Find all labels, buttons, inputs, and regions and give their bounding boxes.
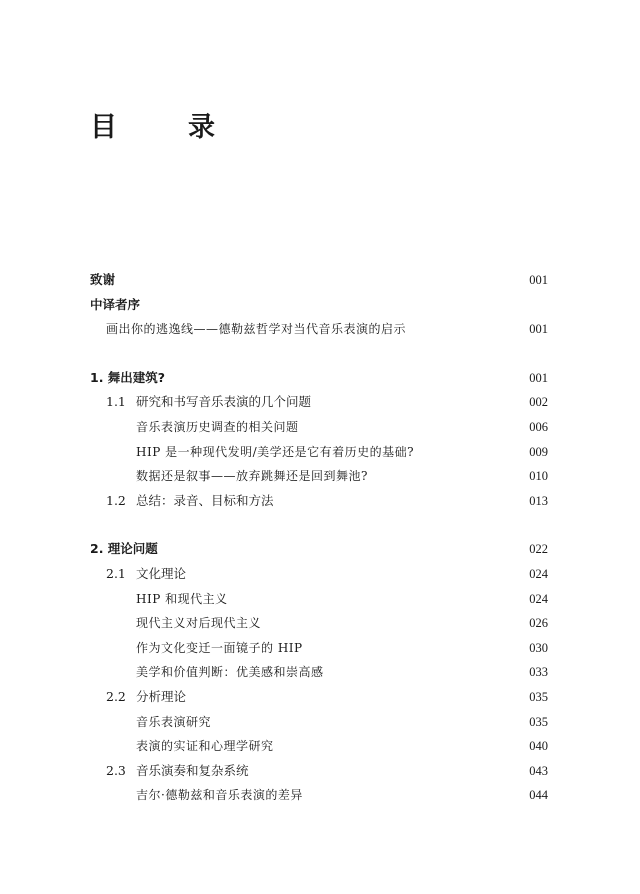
toc-entry-title: 分析理论 <box>136 688 187 704</box>
toc-entry-title: 2. 理论问题 <box>90 541 158 557</box>
toc-entry-page-number: 010 <box>529 469 548 484</box>
toc-subsection-entry[interactable] <box>90 783 550 808</box>
section-spacer <box>90 513 550 537</box>
toc-entry-title: 数据还是叙事——放弃跳舞还是回到舞池? <box>136 469 368 484</box>
toc-entry-page-number: 024 <box>529 566 548 581</box>
toc-entry-title: 作为文化变迁一面镜子的 HIP <box>136 640 303 655</box>
toc-subsection-entry[interactable] <box>90 734 550 759</box>
toc-entry-page-number: 040 <box>529 739 548 754</box>
toc-subsection-entry[interactable] <box>90 710 550 735</box>
table-of-contents <box>90 268 550 808</box>
page-title: 目 录 <box>90 112 237 143</box>
toc-entry-number: 1.2 <box>106 492 126 508</box>
toc-entry-title: 总结：录音、目标和方法 <box>136 492 274 508</box>
toc-entry-title: 致谢 <box>90 272 116 287</box>
toc-section-entry[interactable] <box>90 562 550 587</box>
toc-entry-title: 文化理论 <box>136 565 187 581</box>
toc-entry-page-number: 035 <box>529 714 548 729</box>
toc-entry-page-number: 030 <box>529 640 548 655</box>
toc-section-entry[interactable] <box>90 390 550 415</box>
toc-subsection-entry[interactable] <box>90 587 550 612</box>
toc-entry-number: 2.3 <box>106 762 126 778</box>
toc-subsection-entry[interactable] <box>90 636 550 661</box>
toc-entry-title: 美学和价值判断：优美感和崇高感 <box>136 665 324 680</box>
toc-entry-page-number: 033 <box>529 665 548 680</box>
toc-entry-page-number: 002 <box>529 395 548 410</box>
toc-chapter-entry[interactable] <box>90 293 550 318</box>
toc-entry-title: 音乐演奏和复杂系统 <box>136 762 249 778</box>
toc-entry-page-number: 022 <box>529 542 548 557</box>
toc-entry-title: 现代主义对后现代主义 <box>136 616 262 631</box>
toc-subsection-entry[interactable] <box>90 440 550 465</box>
toc-entry-number: 2.1 <box>106 565 126 581</box>
toc-entry-title: 中译者序 <box>90 296 141 312</box>
toc-entry-number: 2.2 <box>106 688 126 704</box>
toc-chapter-entry[interactable] <box>90 366 550 391</box>
toc-entry-title: 音乐表演研究 <box>136 714 212 729</box>
toc-subsection-entry[interactable] <box>90 660 550 685</box>
section-spacer <box>90 342 550 366</box>
toc-entry-title: HIP 和现代主义 <box>136 591 228 606</box>
toc-entry-page-number: 001 <box>529 273 548 287</box>
toc-entry-page-number: 043 <box>529 763 548 778</box>
toc-entry-title: 画出你的逃逸线——德勒兹哲学对当代音乐表演的启示 <box>106 322 407 337</box>
toc-entry-title: 1. 舞出建筑? <box>90 369 166 385</box>
toc-entry-page-number: 006 <box>529 419 548 434</box>
toc-entry-page-number: 001 <box>529 322 548 337</box>
toc-entry-title: 表演的实证和心理学研究 <box>136 739 274 754</box>
toc-entry-page-number: 001 <box>529 370 548 385</box>
toc-entry-title: HIP 是一种现代发明/美学还是它有着历史的基础? <box>136 444 415 459</box>
toc-chapter-entry[interactable] <box>90 268 550 293</box>
toc-entry-page-number: 024 <box>529 591 548 606</box>
toc-entry-title: 音乐表演历史调查的相关问题 <box>136 419 299 434</box>
toc-entry-page-number: 026 <box>529 616 548 631</box>
toc-entry-title: 吉尔·德勒兹和音乐表演的差异 <box>136 788 303 803</box>
toc-subsection-entry[interactable] <box>90 611 550 636</box>
toc-entry-page-number: 009 <box>529 444 548 459</box>
toc-entry-page-number: 013 <box>529 493 548 508</box>
toc-entry-title: 研究和书写音乐表演的几个问题 <box>136 394 312 410</box>
toc-section-entry[interactable] <box>90 685 550 710</box>
toc-subsection-entry[interactable] <box>90 317 550 342</box>
toc-entry-page-number: 035 <box>529 689 548 704</box>
toc-entry-page-number: 044 <box>529 788 548 803</box>
toc-subsection-entry[interactable] <box>90 464 550 489</box>
toc-section-entry[interactable] <box>90 759 550 784</box>
toc-section-entry[interactable] <box>90 489 550 514</box>
toc-entry-number: 1.1 <box>106 394 126 410</box>
toc-chapter-entry[interactable] <box>90 537 550 562</box>
toc-subsection-entry[interactable] <box>90 415 550 440</box>
